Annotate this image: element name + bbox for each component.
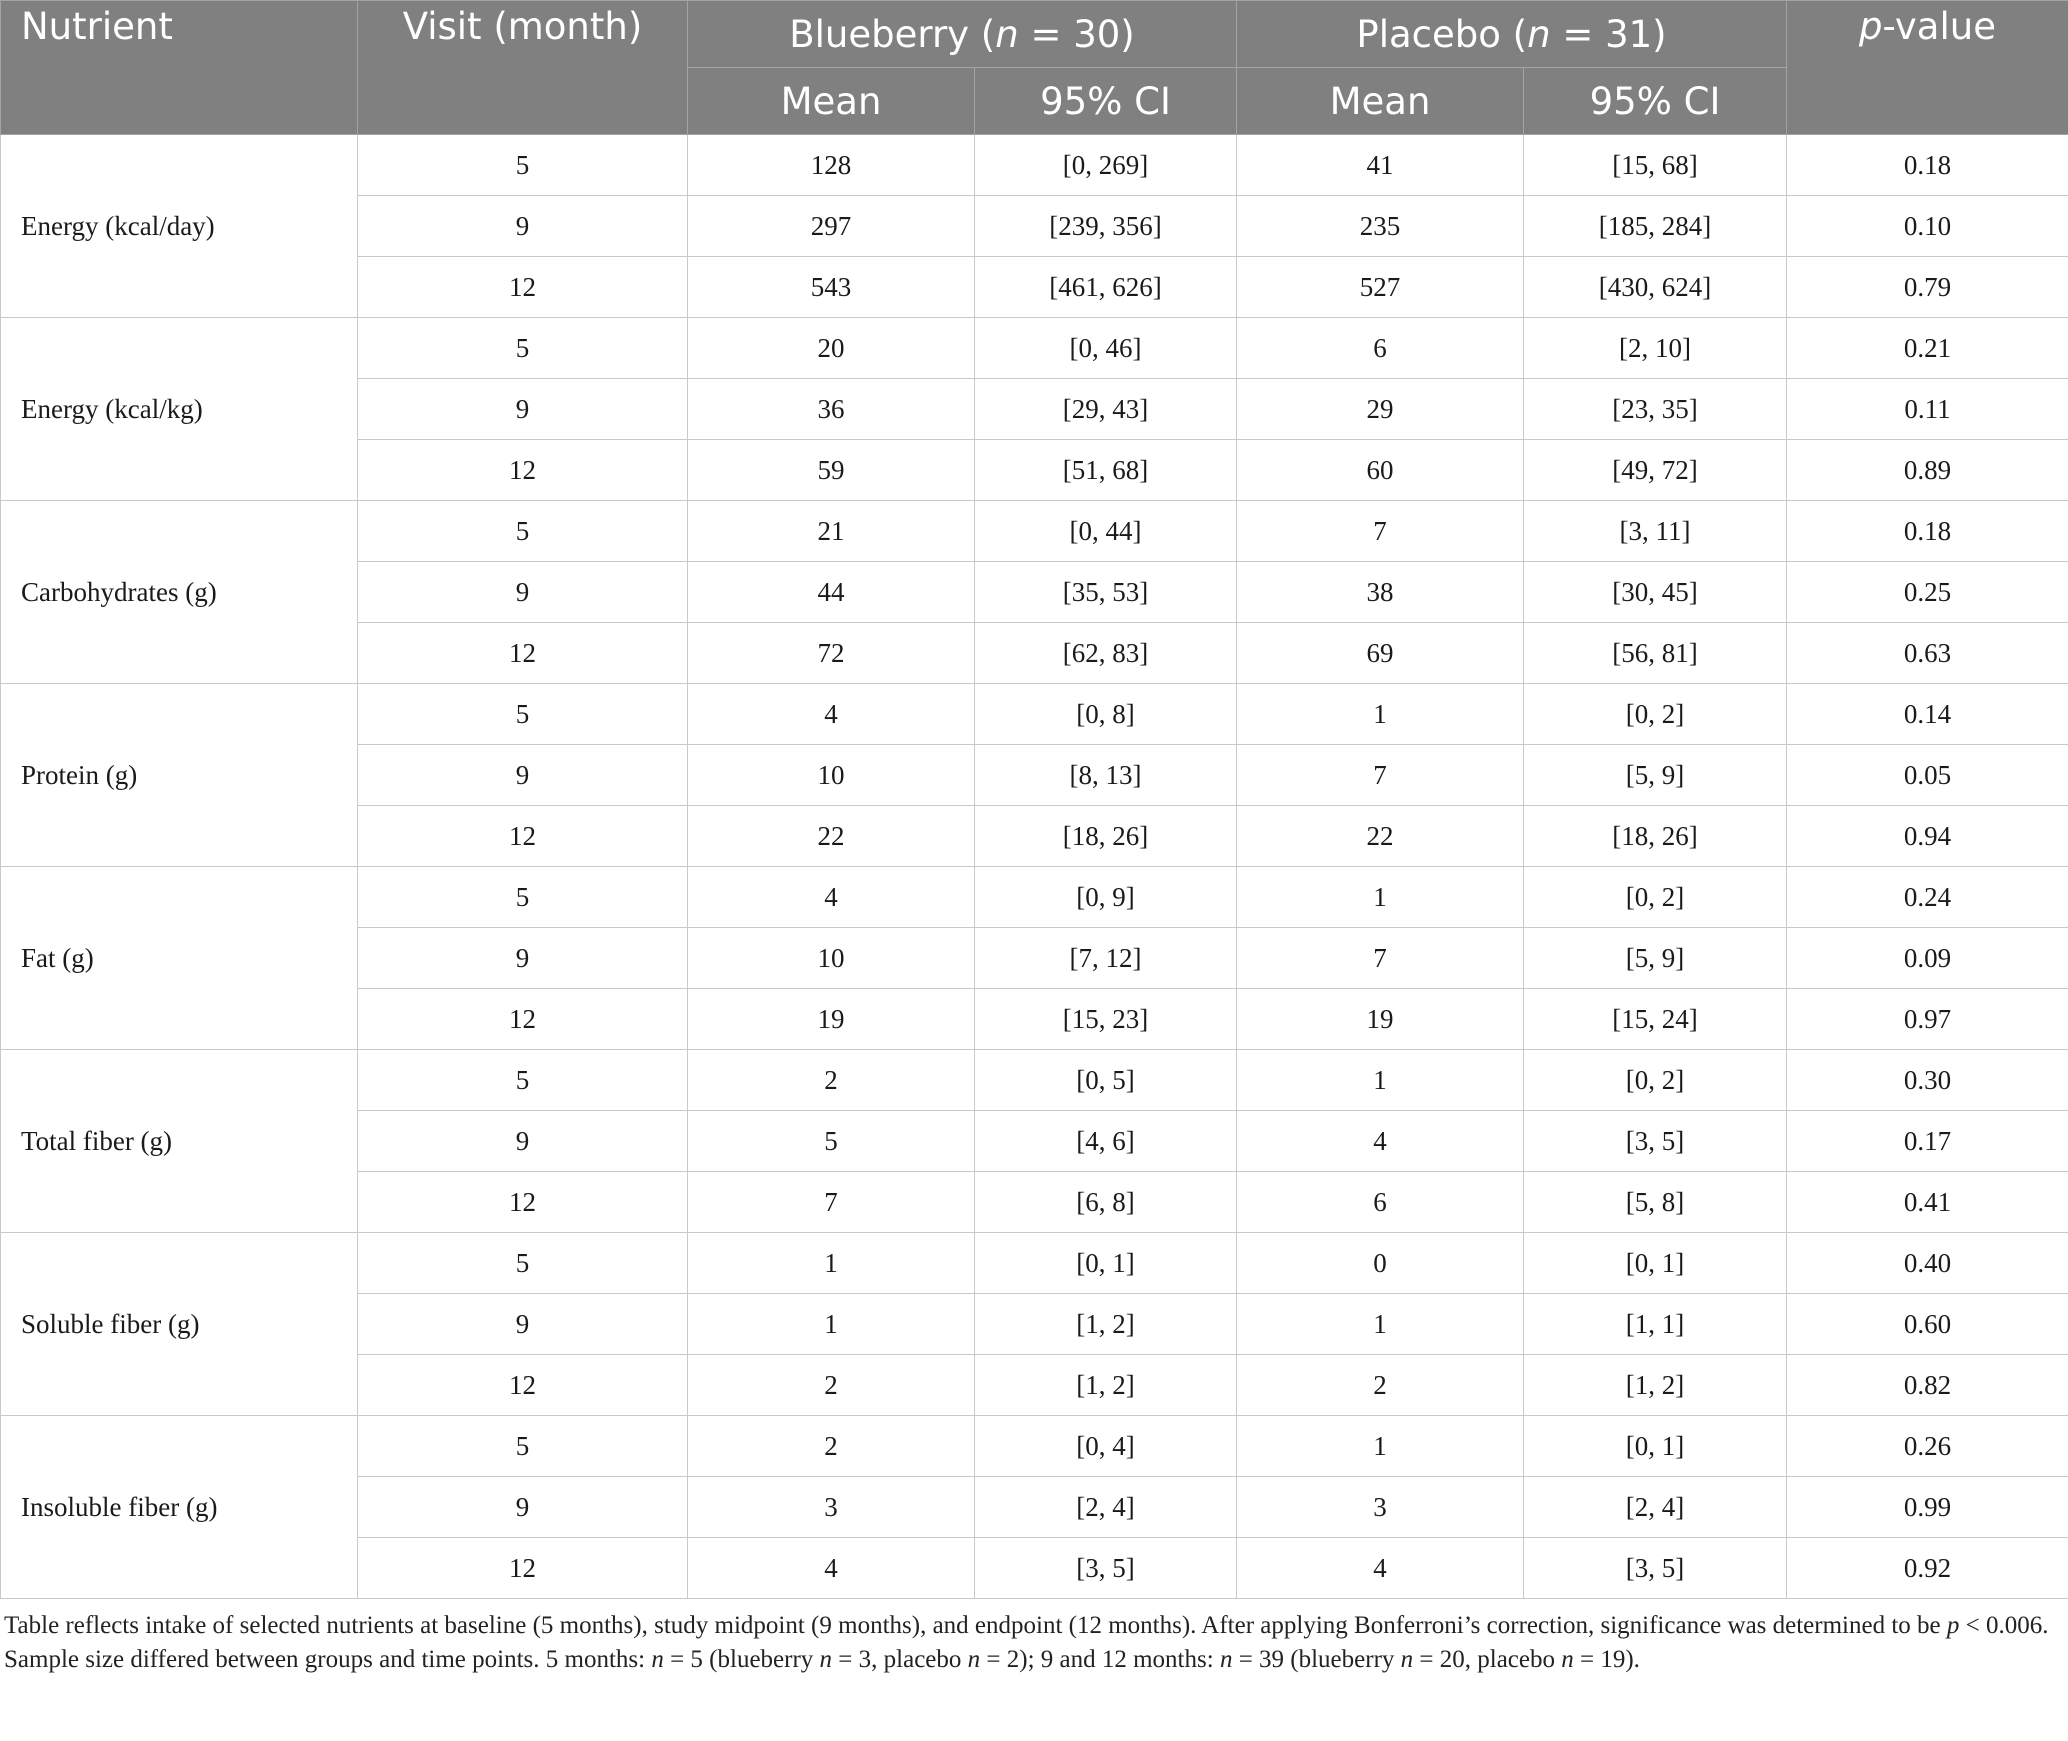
- visit-cell: 9: [358, 196, 688, 257]
- placebo-mean-cell: 7: [1237, 501, 1524, 562]
- pvalue-cell: 0.05: [1787, 745, 2068, 806]
- blueberry-mean-cell: 5: [688, 1111, 975, 1172]
- blueberry-mean-cell: 2: [688, 1050, 975, 1111]
- blueberry-ci-cell: [0, 8]: [975, 684, 1237, 745]
- placebo-ci-cell: [5, 8]: [1524, 1172, 1787, 1233]
- blueberry-mean-cell: 128: [688, 135, 975, 196]
- placebo-ci-cell: [430, 624]: [1524, 257, 1787, 318]
- placebo-mean-cell: 1: [1237, 867, 1524, 928]
- visit-cell: 12: [358, 623, 688, 684]
- table-row: [1, 501, 2068, 562]
- table-row: [1, 1233, 2068, 1294]
- header-visit: Visit (month): [358, 1, 688, 135]
- blueberry-mean-cell: 2: [688, 1416, 975, 1477]
- blueberry-ci-cell: [1, 2]: [975, 1294, 1237, 1355]
- pvalue-cell: 0.89: [1787, 440, 2068, 501]
- pvalue-cell: 0.41: [1787, 1172, 2068, 1233]
- blueberry-mean-cell: 1: [688, 1233, 975, 1294]
- placebo-ci-cell: [15, 68]: [1524, 135, 1787, 196]
- placebo-ci-cell: [5, 9]: [1524, 745, 1787, 806]
- placebo-mean-cell: 7: [1237, 745, 1524, 806]
- pvalue-cell: 0.25: [1787, 562, 2068, 623]
- placebo-mean-cell: 3: [1237, 1477, 1524, 1538]
- blueberry-mean-cell: 543: [688, 257, 975, 318]
- blueberry-mean-cell: 10: [688, 745, 975, 806]
- blueberry-mean-cell: 36: [688, 379, 975, 440]
- blueberry-mean-cell: 20: [688, 318, 975, 379]
- blueberry-ci-cell: [62, 83]: [975, 623, 1237, 684]
- placebo-mean-cell: 6: [1237, 1172, 1524, 1233]
- placebo-ci-cell: [0, 2]: [1524, 867, 1787, 928]
- visit-cell: 12: [358, 806, 688, 867]
- blueberry-ci-cell: [6, 8]: [975, 1172, 1237, 1233]
- pvalue-cell: 0.99: [1787, 1477, 2068, 1538]
- visit-cell: 9: [358, 562, 688, 623]
- pvalue-cell: 0.40: [1787, 1233, 2068, 1294]
- nutrient-label: Total fiber (g): [1, 1050, 358, 1233]
- placebo-mean-cell: 1: [1237, 1416, 1524, 1477]
- blueberry-mean-cell: 4: [688, 867, 975, 928]
- blueberry-mean-cell: 3: [688, 1477, 975, 1538]
- blueberry-ci-cell: [0, 269]: [975, 135, 1237, 196]
- visit-cell: 12: [358, 1355, 688, 1416]
- placebo-ci-cell: [3, 11]: [1524, 501, 1787, 562]
- nutrient-label: Carbohydrates (g): [1, 501, 358, 684]
- placebo-ci-cell: [5, 9]: [1524, 928, 1787, 989]
- pvalue-cell: 0.18: [1787, 501, 2068, 562]
- visit-cell: 12: [358, 1538, 688, 1599]
- blueberry-mean-cell: 10: [688, 928, 975, 989]
- pvalue-cell: 0.10: [1787, 196, 2068, 257]
- blueberry-ci-cell: [35, 53]: [975, 562, 1237, 623]
- visit-cell: 9: [358, 1111, 688, 1172]
- placebo-ci-cell: [1, 1]: [1524, 1294, 1787, 1355]
- visit-cell: 5: [358, 1416, 688, 1477]
- pvalue-cell: 0.82: [1787, 1355, 2068, 1416]
- pvalue-cell: 0.17: [1787, 1111, 2068, 1172]
- visit-cell: 5: [358, 684, 688, 745]
- visit-cell: 9: [358, 1477, 688, 1538]
- placebo-ci-cell: [3, 5]: [1524, 1111, 1787, 1172]
- table-row: [1, 1416, 2068, 1477]
- placebo-mean-cell: 19: [1237, 989, 1524, 1050]
- blueberry-mean-cell: 4: [688, 684, 975, 745]
- header-placebo-ci: 95% CI: [1524, 68, 1787, 135]
- placebo-mean-cell: 22: [1237, 806, 1524, 867]
- pvalue-cell: 0.94: [1787, 806, 2068, 867]
- placebo-mean-cell: 527: [1237, 257, 1524, 318]
- table-body: [1, 135, 2068, 1599]
- pvalue-cell: 0.09: [1787, 928, 2068, 989]
- placebo-ci-cell: [49, 72]: [1524, 440, 1787, 501]
- nutrient-label: Energy (kcal/day): [1, 135, 358, 318]
- blueberry-mean-cell: 19: [688, 989, 975, 1050]
- visit-cell: 5: [358, 1050, 688, 1111]
- blueberry-ci-cell: [18, 26]: [975, 806, 1237, 867]
- placebo-mean-cell: 0: [1237, 1233, 1524, 1294]
- placebo-ci-cell: [0, 2]: [1524, 684, 1787, 745]
- blueberry-mean-cell: 2: [688, 1355, 975, 1416]
- placebo-ci-cell: [56, 81]: [1524, 623, 1787, 684]
- placebo-mean-cell: 69: [1237, 623, 1524, 684]
- blueberry-mean-cell: 4: [688, 1538, 975, 1599]
- blueberry-ci-cell: [0, 5]: [975, 1050, 1237, 1111]
- blueberry-ci-cell: [0, 46]: [975, 318, 1237, 379]
- placebo-mean-cell: 38: [1237, 562, 1524, 623]
- blueberry-ci-cell: [51, 68]: [975, 440, 1237, 501]
- placebo-mean-cell: 7: [1237, 928, 1524, 989]
- nutrient-label: Insoluble fiber (g): [1, 1416, 358, 1599]
- pvalue-cell: 0.60: [1787, 1294, 2068, 1355]
- placebo-ci-cell: [0, 2]: [1524, 1050, 1787, 1111]
- placebo-mean-cell: 29: [1237, 379, 1524, 440]
- visit-cell: 12: [358, 257, 688, 318]
- placebo-mean-cell: 235: [1237, 196, 1524, 257]
- blueberry-ci-cell: [8, 13]: [975, 745, 1237, 806]
- placebo-mean-cell: 2: [1237, 1355, 1524, 1416]
- pvalue-cell: 0.26: [1787, 1416, 2068, 1477]
- visit-cell: 5: [358, 1233, 688, 1294]
- placebo-ci-cell: [0, 1]: [1524, 1233, 1787, 1294]
- blueberry-ci-cell: [0, 9]: [975, 867, 1237, 928]
- placebo-ci-cell: [30, 45]: [1524, 562, 1787, 623]
- blueberry-ci-cell: [7, 12]: [975, 928, 1237, 989]
- header-pvalue: p-value: [1787, 1, 2068, 135]
- visit-cell: 5: [358, 318, 688, 379]
- pvalue-cell: 0.24: [1787, 867, 2068, 928]
- nutrient-label: Soluble fiber (g): [1, 1233, 358, 1416]
- blueberry-ci-cell: [4, 6]: [975, 1111, 1237, 1172]
- blueberry-ci-cell: [0, 1]: [975, 1233, 1237, 1294]
- table-row: [1, 1050, 2068, 1111]
- visit-cell: 5: [358, 501, 688, 562]
- header-blueberry: Blueberry (n = 30): [688, 1, 1237, 68]
- header-blueberry-ci: 95% CI: [975, 68, 1237, 135]
- placebo-mean-cell: 1: [1237, 1050, 1524, 1111]
- placebo-ci-cell: [2, 10]: [1524, 318, 1787, 379]
- placebo-ci-cell: [2, 4]: [1524, 1477, 1787, 1538]
- blueberry-mean-cell: 7: [688, 1172, 975, 1233]
- placebo-ci-cell: [15, 24]: [1524, 989, 1787, 1050]
- pvalue-cell: 0.11: [1787, 379, 2068, 440]
- visit-cell: 9: [358, 379, 688, 440]
- blueberry-ci-cell: [239, 356]: [975, 196, 1237, 257]
- visit-cell: 5: [358, 867, 688, 928]
- placebo-ci-cell: [185, 284]: [1524, 196, 1787, 257]
- blueberry-mean-cell: 72: [688, 623, 975, 684]
- placebo-ci-cell: [3, 5]: [1524, 1538, 1787, 1599]
- blueberry-ci-cell: [3, 5]: [975, 1538, 1237, 1599]
- placebo-ci-cell: [18, 26]: [1524, 806, 1787, 867]
- blueberry-ci-cell: [461, 626]: [975, 257, 1237, 318]
- table-row: [1, 867, 2068, 928]
- visit-cell: 12: [358, 989, 688, 1050]
- pvalue-cell: 0.18: [1787, 135, 2068, 196]
- header-blueberry-mean: Mean: [688, 68, 975, 135]
- placebo-mean-cell: 1: [1237, 684, 1524, 745]
- header-placebo-mean: Mean: [1237, 68, 1524, 135]
- table-row: [1, 135, 2068, 196]
- pvalue-cell: 0.97: [1787, 989, 2068, 1050]
- pvalue-cell: 0.63: [1787, 623, 2068, 684]
- blueberry-mean-cell: 22: [688, 806, 975, 867]
- blueberry-ci-cell: [2, 4]: [975, 1477, 1237, 1538]
- visit-cell: 12: [358, 440, 688, 501]
- pvalue-cell: 0.21: [1787, 318, 2068, 379]
- blueberry-mean-cell: 297: [688, 196, 975, 257]
- placebo-mean-cell: 4: [1237, 1538, 1524, 1599]
- placebo-mean-cell: 4: [1237, 1111, 1524, 1172]
- pvalue-cell: 0.92: [1787, 1538, 2068, 1599]
- pvalue-cell: 0.79: [1787, 257, 2068, 318]
- table-footnote: Table reflects intake of selected nutrients at baseline (5 months), study midpoint (9 months), and endpoint (12 months). After applying Bonferroni’s correction, significance was determined to be p < 0.006. Sample size differed between groups and time points. 5 months: n = 5 (blueberry n = 3, placebo n = 2); 9 and 12 months: n = 39 (blueberry n = 20, placebo n = 19).: [4, 1612, 2049, 1673]
- pvalue-cell: 0.14: [1787, 684, 2068, 745]
- blueberry-mean-cell: 44: [688, 562, 975, 623]
- nutrient-label: Fat (g): [1, 867, 358, 1050]
- visit-cell: 9: [358, 745, 688, 806]
- visit-cell: 5: [358, 135, 688, 196]
- blueberry-ci-cell: [0, 4]: [975, 1416, 1237, 1477]
- nutrient-label: Protein (g): [1, 684, 358, 867]
- blueberry-ci-cell: [1, 2]: [975, 1355, 1237, 1416]
- header-nutrient: Nutrient: [1, 1, 358, 135]
- table-row: [1, 318, 2068, 379]
- nutrient-label: Energy (kcal/kg): [1, 318, 358, 501]
- blueberry-ci-cell: [15, 23]: [975, 989, 1237, 1050]
- visit-cell: 12: [358, 1172, 688, 1233]
- visit-cell: 9: [358, 928, 688, 989]
- table-row: [1, 684, 2068, 745]
- table-header: [1, 1, 2068, 135]
- placebo-ci-cell: [1, 2]: [1524, 1355, 1787, 1416]
- placebo-mean-cell: 60: [1237, 440, 1524, 501]
- placebo-mean-cell: 1: [1237, 1294, 1524, 1355]
- blueberry-ci-cell: [29, 43]: [975, 379, 1237, 440]
- placebo-ci-cell: [0, 1]: [1524, 1416, 1787, 1477]
- pvalue-cell: 0.30: [1787, 1050, 2068, 1111]
- blueberry-mean-cell: 1: [688, 1294, 975, 1355]
- blueberry-mean-cell: 21: [688, 501, 975, 562]
- blueberry-ci-cell: [0, 44]: [975, 501, 1237, 562]
- placebo-mean-cell: 41: [1237, 135, 1524, 196]
- header-placebo: Placebo (n = 31): [1237, 1, 1787, 68]
- visit-cell: 9: [358, 1294, 688, 1355]
- blueberry-mean-cell: 59: [688, 440, 975, 501]
- placebo-ci-cell: [23, 35]: [1524, 379, 1787, 440]
- placebo-mean-cell: 6: [1237, 318, 1524, 379]
